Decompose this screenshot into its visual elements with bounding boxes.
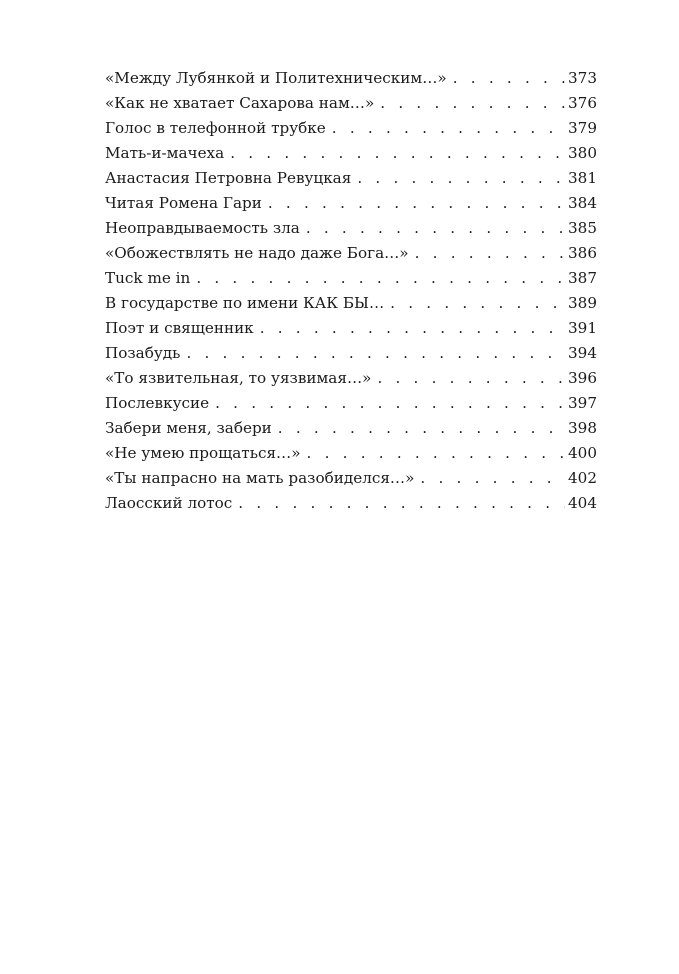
- toc-entry-page-number: 400: [568, 444, 597, 462]
- toc-entry-title: Читая Ромена Гари: [105, 194, 262, 212]
- toc-entry: [105, 291, 597, 316]
- toc-entry-page-number: 387: [568, 269, 597, 287]
- toc-entry: [105, 266, 597, 291]
- toc-entry: [105, 141, 597, 166]
- toc-entry: [105, 316, 597, 341]
- toc-entry-page-number: 389: [568, 294, 597, 312]
- toc-dot-leader: [357, 166, 565, 191]
- toc-dot-leader: [453, 66, 565, 91]
- toc-entry-page-number: 376: [568, 94, 597, 112]
- toc-entry-title: «То язвительная, то уязвимая…»: [105, 369, 372, 387]
- toc-dot-leader: [390, 291, 565, 316]
- toc-dot-leader: [186, 341, 565, 366]
- toc-entry: [105, 391, 597, 416]
- toc-entry: [105, 366, 597, 391]
- toc-entry: [105, 66, 597, 91]
- toc-entry-page-number: 396: [568, 369, 597, 387]
- toc-entry-page-number: 379: [568, 119, 597, 137]
- toc-entry-title: «Как не хватает Сахарова нам…»: [105, 94, 375, 112]
- toc-entry-title: Забери меня, забери: [105, 419, 272, 437]
- toc-entry-title: «Между Лубянкой и Политехническим…»: [105, 69, 447, 87]
- toc-dot-leader: [332, 116, 565, 141]
- toc-entry-title: Голос в телефонной трубке: [105, 119, 326, 137]
- toc-entry-page-number: 394: [568, 344, 597, 362]
- toc-entry-title: Неоправдываемость зла: [105, 219, 300, 237]
- toc-dot-leader: [260, 316, 565, 341]
- toc-entry-page-number: 373: [568, 69, 597, 87]
- toc-dot-leader: [306, 216, 565, 241]
- toc-entry: [105, 441, 597, 466]
- toc-entry: [105, 241, 597, 266]
- toc-entry: [105, 116, 597, 141]
- toc-entry-page-number: 381: [568, 169, 597, 187]
- table-of-contents: [105, 66, 597, 516]
- toc-dot-leader: [230, 141, 565, 166]
- toc-entry-title: Мать-и-мачеха: [105, 144, 225, 162]
- toc-entry-title: «Обожествлять не надо даже Бога…»: [105, 244, 409, 262]
- toc-entry: [105, 166, 597, 191]
- toc-entry-title: Послевкусие: [105, 394, 210, 412]
- toc-dot-leader: [307, 441, 565, 466]
- toc-dot-leader: [420, 466, 565, 491]
- toc-entry: [105, 191, 597, 216]
- toc-entry-page-number: 402: [568, 469, 597, 487]
- toc-entry: [105, 216, 597, 241]
- toc-entry: [105, 341, 597, 366]
- toc-entry-title: «Не умею прощаться…»: [105, 444, 301, 462]
- toc-dot-leader: [377, 366, 565, 391]
- toc-dot-leader: [380, 91, 565, 116]
- toc-entry-page-number: 380: [568, 144, 597, 162]
- toc-dot-leader: [268, 191, 565, 216]
- toc-entry-title: Анастасия Петровна Ревуцкая: [105, 169, 352, 187]
- toc-entry: [105, 466, 597, 491]
- toc-entry-page-number: 398: [568, 419, 597, 437]
- toc-entry: [105, 416, 597, 441]
- toc-dot-leader: [196, 266, 565, 291]
- toc-entry-title: «Ты напрасно на мать разобиделся…»: [105, 469, 415, 487]
- toc-entry-title: В государстве по имени КАК БЫ…: [105, 294, 385, 312]
- toc-entry: [105, 91, 597, 116]
- toc-dot-leader: [415, 241, 565, 266]
- toc-entry-title: Лаосский лотос: [105, 494, 233, 512]
- toc-entry: [105, 491, 597, 516]
- toc-entry-page-number: 404: [568, 494, 597, 512]
- toc-entry-page-number: 397: [568, 394, 597, 412]
- toc-entry-page-number: 386: [568, 244, 597, 262]
- toc-entry-page-number: 385: [568, 219, 597, 237]
- toc-entry-title: Позабудь: [105, 344, 181, 362]
- toc-entry-title: Tuck me in: [105, 269, 191, 287]
- toc-entry-page-number: 391: [568, 319, 597, 337]
- toc-entry-page-number: 384: [568, 194, 597, 212]
- toc-entry-title: Поэт и священник: [105, 319, 254, 337]
- toc-dot-leader: [278, 416, 565, 441]
- toc-dot-leader: [215, 391, 565, 416]
- toc-dot-leader: [238, 491, 565, 516]
